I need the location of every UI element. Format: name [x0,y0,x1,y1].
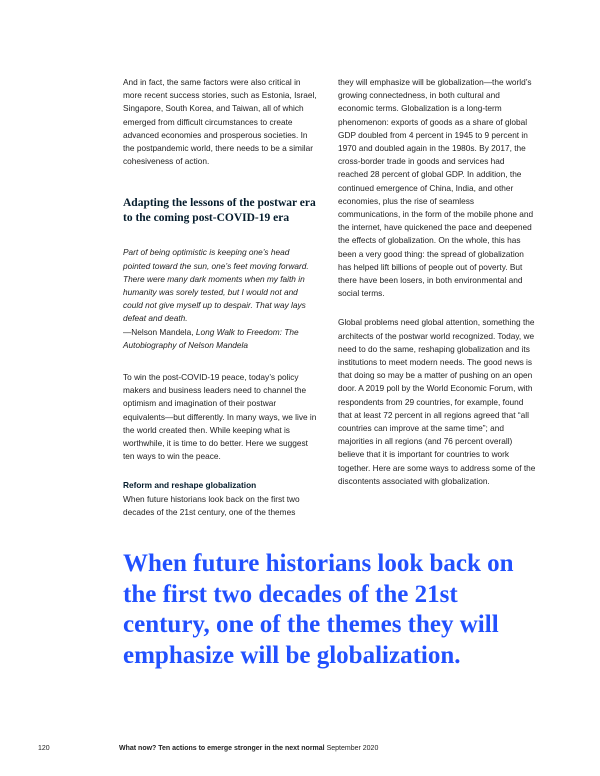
publication-title: What now? Ten actions to emerge stronger in the next normal [119,745,325,752]
body-paragraph: To win the post-COVID-19 peace, today’s policy makers and business leaders need to channel the optimism and imagination of their postwar equivalents—but differently. In many ways, we live in the world created then. While keeping what is worthwhile, it is time to do better. Here we suggest ten ways to win the peace. [123,372,317,462]
right-paragraph-2: Global problems need global attention, something the architects of the postwar world recognized. Today, we need to do the same, reshaping globalization and its institutions to meet modern needs. The good news is that doing so may be a matter of pushing on an open door. A 2019 poll by the World Economic Forum, with respondents from 29 countries, for example, found that at least 72 percent in all regions agreed that “all countries can improve at the same time”; and majorities in all regions (and 76 percent overall) believe that it is important for countries to work together. Here are some ways to address some of the discontents associated with globalization. [338,317,536,486]
epigraph-attribution [123,326,318,352]
page-number: 120 [38,745,50,752]
section-heading: Adapting the lessons of the postwar era to the coming post-COVID-19 era [123,197,316,225]
attribution-author: —Nelson Mandela, [123,326,196,337]
left-column [123,76,318,519]
pull-quote: When future historians look back on the first two decades of the 21st century, one of the themes they will emphasize will be globalization. [123,550,514,669]
epigraph-quote: Part of being optimistic is keeping one’s head pointed toward the sun, one’s feet moving forward. There were many dark moments when my faith in humanity was sorely tested, but I would not and could not give myself up to despair. That way lays defeat and death. [123,247,309,324]
attribution-source: Long Walk to Freedom: The Autobiography of Nelson Mandela [123,326,299,350]
intro-paragraph: And in fact, the same factors were also critical in more recent success stories, such as Estonia, Israel, Singapore, South Korea, and Taiwan, all of which emerged from difficult circumstances to create advanced economies and prosperous societies. In the postpandemic world, there needs to be a similar cohesiveness of action. [123,77,317,167]
publication-date: September 2020 [326,745,379,752]
right-paragraph-1: they will emphasize will be globalization—the world’s growing connectedness, in both cultural and economic terms. Globalization is a long-term phenomenon: exports of goods as a share of global GDP doubled from 4 percent in 1945 to 9 percent in 1970 and doubled again in the 1980s. By 2017, the cross-border trade in goods and services had reached 28 percent of global GDP. In addition, the continued emergence of China, India, and other economies, plus the rise of seamless communications, in the form of the mobile phone and the internet, have quickened the pace and deepened the effects of globalization. On the whole, this has been a very good thing: the spread of globalization has helped lift billions of people out of poverty. But there have been losers, in both environmental and social terms. [338,77,534,299]
subheading-paragraph: When future historians look back on the first two decades of the 21st century, one of the themes [123,493,300,517]
footer-text [119,744,378,754]
right-column [338,76,536,488]
subheading: Reform and reshape globalization [123,480,257,491]
